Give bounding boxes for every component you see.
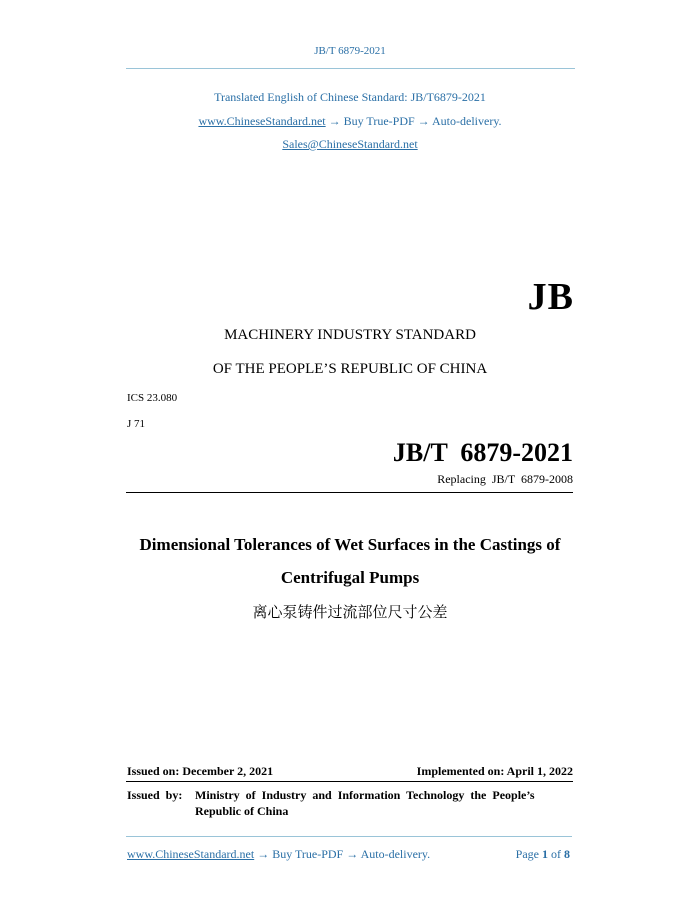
arrow-right-icon: →	[328, 114, 341, 128]
org-line-1: MACHINERY INDUSTRY STANDARD	[224, 327, 476, 343]
issue-divider	[126, 781, 573, 782]
ccs-code: J 71	[127, 418, 146, 430]
title-line-2: Centrifugal Pumps	[280, 568, 420, 587]
page-total: 8	[564, 847, 570, 861]
replacing-note: Replacing JB/T 6879-2008	[437, 472, 573, 486]
of-label: of	[551, 847, 561, 861]
buy-true-pdf-text: Buy True-PDF	[343, 114, 415, 128]
footer-site-link[interactable]: www.ChineseStandard.net	[127, 847, 255, 861]
header-divider	[126, 68, 575, 69]
page-indicator	[516, 847, 570, 862]
implemented-on: Implemented on: April 1, 2022	[416, 764, 573, 778]
header-code: JB/T 6879-2021	[314, 45, 386, 57]
arrow-right-icon: →	[257, 847, 270, 861]
jb-logo: JB	[527, 276, 574, 318]
org-line-2: OF THE PEOPLE’S REPUBLIC OF CHINA	[212, 361, 488, 377]
footer-auto-delivery-text: Auto-delivery.	[360, 847, 431, 861]
footer-divider	[126, 836, 572, 837]
issued-by-line-2: Republic of China	[195, 804, 289, 818]
footer-buy-true-pdf-text: Buy True-PDF	[272, 847, 344, 861]
ics-code: ICS 23.080	[127, 392, 178, 404]
sales-email-line	[0, 137, 700, 152]
footer-link-line	[127, 847, 430, 862]
arrow-right-icon: →	[417, 114, 430, 128]
title-chinese: 离心泵铸件过流部位尺寸公差	[252, 603, 448, 621]
page-current: 1	[542, 847, 548, 861]
standard-number: JB/T 6879-2021	[392, 438, 573, 467]
header-link-line	[0, 114, 700, 129]
auto-delivery-text: Auto-delivery.	[432, 114, 502, 128]
issued-by-line-1: Ministry of Industry and Information Technology the People’s	[195, 788, 535, 802]
sales-email-link[interactable]: Sales@ChineseStandard.net	[282, 137, 418, 151]
title-line-1: Dimensional Tolerances of Wet Surfaces in the Castings of	[139, 535, 561, 554]
translated-note: Translated English of Chinese Standard: JB/T6879-2021	[214, 90, 486, 104]
standard-divider	[126, 492, 573, 493]
page-label: Page	[515, 847, 539, 861]
arrow-right-icon: →	[346, 847, 359, 861]
site-link[interactable]: www.ChineseStandard.net	[198, 114, 326, 128]
issued-by-label: Issued by:	[127, 788, 183, 802]
issued-on: Issued on: December 2, 2021	[127, 764, 274, 778]
